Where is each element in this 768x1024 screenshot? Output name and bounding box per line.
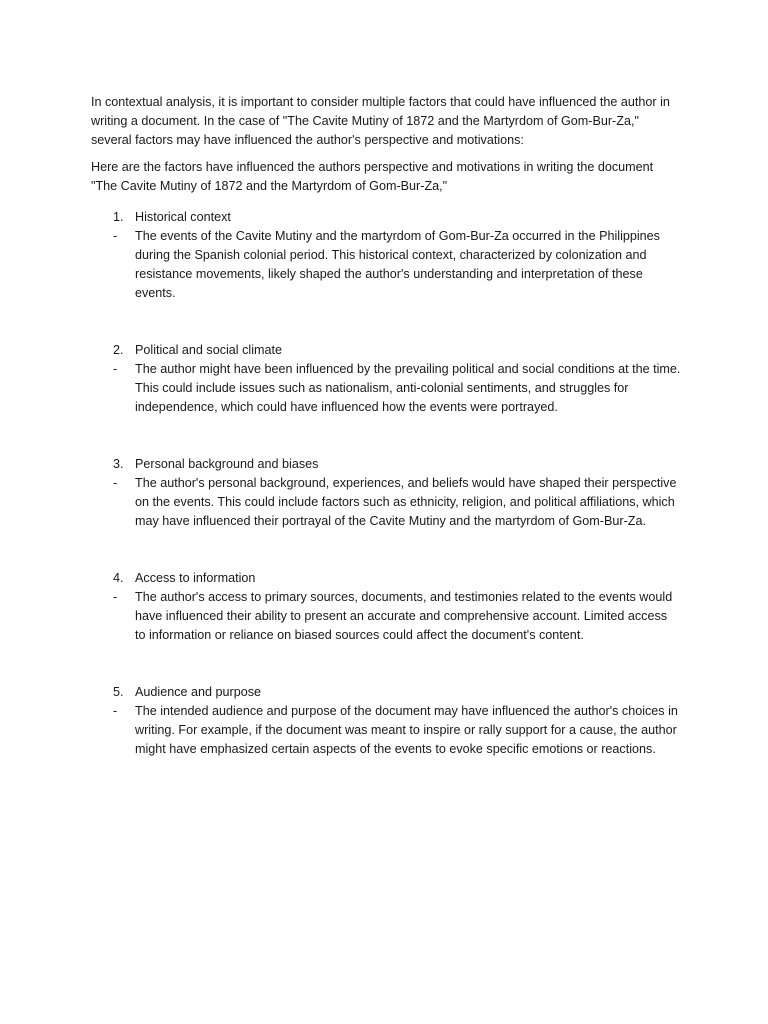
bullet-dash: - <box>113 362 118 376</box>
document-page <box>91 93 681 797</box>
bullet-dash: - <box>113 704 118 718</box>
factor-description: The intended audience and purpose of the document may have influenced the author's choices in writing. For example, if the document was meant to inspire or rally support for a cause, the author might have emphasized certain aspects of the events to evoke specific emotions or reactions. <box>135 704 678 756</box>
factor-number: 5. <box>113 685 124 699</box>
factor-list <box>91 208 681 759</box>
factor-title: Personal background and biases <box>135 457 319 471</box>
factor-description: The events of the Cavite Mutiny and the martyrdom of Gom-Bur-Za occurred in the Philippines during the Spanish colonial period. This historical context, characterized by colonization and resistance movements, likely shaped the author's understanding and interpretation of these events. <box>135 229 660 300</box>
factor-item <box>91 341 681 417</box>
factor-item <box>91 683 681 759</box>
factor-item <box>91 455 681 531</box>
factor-title: Audience and purpose <box>135 685 262 699</box>
factor-description: The author might have been influenced by the prevailing political and social conditions at the time. This could include issues such as nationalism, anti-colonial sentiments, and struggles for independence, which could have influenced how the events were portrayed. <box>135 362 681 414</box>
factor-number: 4. <box>113 571 124 585</box>
factor-title: Historical context <box>135 210 231 224</box>
factor-number: 2. <box>113 343 124 357</box>
bullet-dash: - <box>113 590 118 604</box>
intro-paragraph: In contextual analysis, it is important to consider multiple factors that could have influenced the author in writing a document. In the case of "The Cavite Mutiny of 1872 and the Martyrdom of Gom-Bur-Za," several factors may have influenced the author's perspective and motivations: <box>91 95 670 147</box>
bullet-dash: - <box>113 476 118 490</box>
factor-description: The author's access to primary sources, documents, and testimonies related to the events would have influenced their ability to present an accurate and comprehensive account. Limited access to information or reliance on biased sources could affect the document's content. <box>135 590 673 642</box>
factor-item <box>91 569 681 645</box>
factor-description: The author's personal background, experiences, and beliefs would have shaped their perspective on the events. This could include factors such as ethnicity, religion, and political affiliations, which may have influenced their portrayal of the Cavite Mutiny and the martyrdom of Gom-Bur-Za. <box>135 476 677 528</box>
factor-number: 3. <box>113 457 124 471</box>
lead-paragraph: Here are the factors have influenced the authors perspective and motivations in writing the document "The Cavite Mutiny of 1872 and the Martyrdom of Gom-Bur-Za," <box>91 160 654 193</box>
factor-title: Access to information <box>135 571 256 585</box>
bullet-dash: - <box>113 229 118 243</box>
factor-title: Political and social climate <box>135 343 282 357</box>
factor-number: 1. <box>113 210 124 224</box>
factor-item <box>91 208 681 303</box>
